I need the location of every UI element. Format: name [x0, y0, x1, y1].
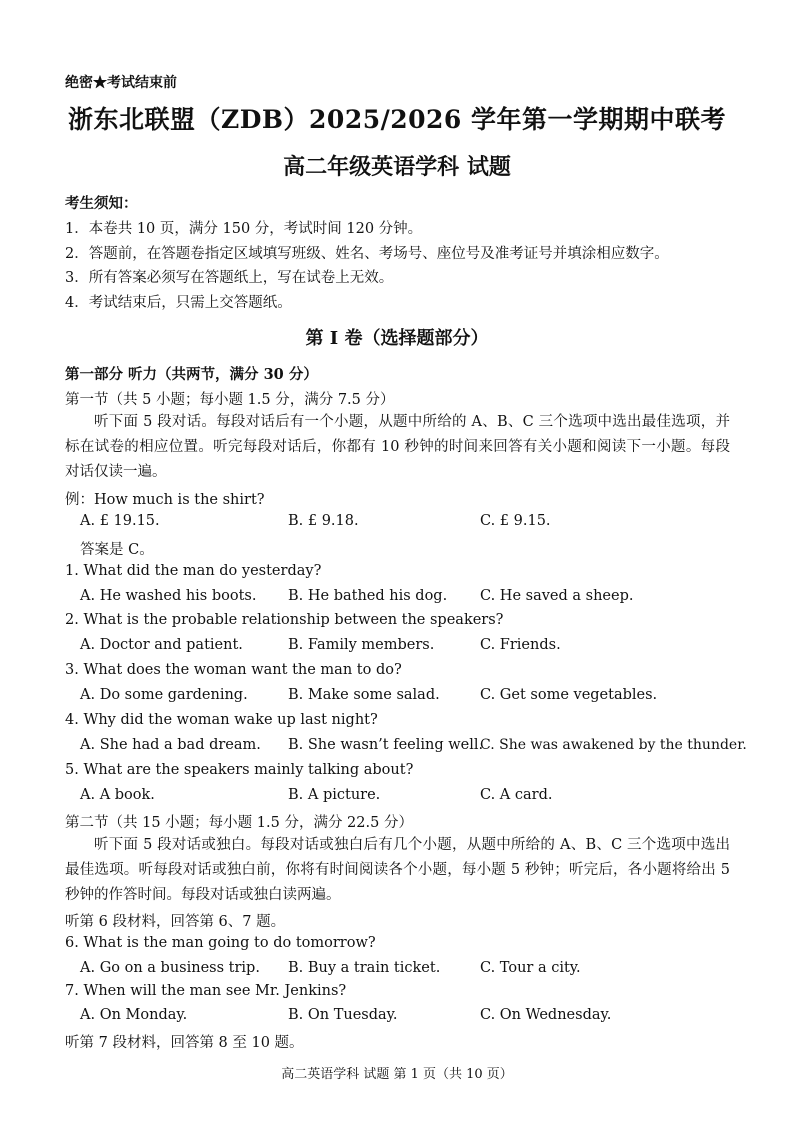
material-7-label: 听第 7 段材料，回答第 8 至 10 题。: [65, 1035, 304, 1051]
notice-item: 3．所有答案必须写在答题纸上，写在试卷上无效。: [65, 270, 394, 286]
section2-instructions: 听下面 5 段对话或独白。每段对话或独白后有几个小题，从题中所给的 A、B、C 三个选项中选出最佳选项。听每段对话或独白前，你将有时间阅读各个小题，每小题 5 秒钟；听完后，各小题将给出 5 秒钟的作答时间。每段对话或独白读两遍。: [65, 837, 730, 903]
notice-item: 1．本卷共 10 页，满分 150 分，考试时间 120 分钟。: [65, 221, 423, 237]
example-answer: 答案是 C。: [80, 542, 154, 558]
exam-title: 浙东北联盟（ZDB）2025/2026 学年第一学期期中联考: [67, 105, 727, 134]
example-option-c: C. £ 9.15.: [480, 513, 551, 529]
example-option-b: B. £ 9.18.: [288, 513, 359, 529]
question-7: 7. When will the man see Mr. Jenkins?: [65, 983, 347, 999]
example-question: 例：How much is the shirt?: [65, 492, 265, 508]
question-7-option-c: C. On Wednesday.: [480, 1007, 612, 1023]
volume-title: 第 I 卷（选择题部分）: [305, 328, 489, 349]
question-2: 2. What is the probable relationship between the speakers?: [65, 612, 504, 628]
material-6-label: 听第 6 段材料，回答第 6、7 题。: [65, 914, 286, 930]
question-6-option-c: C. Tour a city.: [480, 960, 581, 976]
question-3-option-a: A. Do some gardening.: [80, 687, 248, 703]
question-4-option-b: B. She wasn’t feeling well.: [288, 737, 484, 753]
question-5: 5. What are the speakers mainly talking about?: [65, 762, 414, 778]
question-3: 3. What does the woman want the man to do?: [65, 662, 402, 678]
question-4-option-c: C. She was awakened by the thunder.: [480, 737, 747, 753]
question-6: 6. What is the man going to do tomorrow?: [65, 935, 376, 951]
question-4-option-a: A. She had a bad dream.: [80, 737, 261, 753]
question-1: 1. What did the man do yesterday?: [65, 563, 322, 579]
notice-item: 2．答题前，在答题卷指定区域填写班级、姓名、考场号、座位号及准考证号并填涂相应数字。: [65, 246, 669, 262]
notice-item: 4．考试结束后，只需上交答题纸。: [65, 295, 292, 311]
example-option-a: A. £ 19.15.: [80, 513, 160, 529]
question-3-option-c: C. Get some vegetables.: [480, 687, 658, 703]
section2-heading: 第二节（共 15 小题；每小题 1.5 分，满分 22.5 分）: [65, 815, 413, 831]
question-5-option-a: A. A book.: [80, 787, 155, 803]
question-1-option-c: C. He saved a sheep.: [480, 588, 634, 604]
question-3-option-b: B. Make some salad.: [288, 687, 440, 703]
question-6-option-b: B. Buy a train ticket.: [288, 960, 441, 976]
question-7-option-b: B. On Tuesday.: [288, 1007, 398, 1023]
question-5-option-c: C. A card.: [480, 787, 553, 803]
page-footer: 高二英语学科 试题 第 1 页（共 10 页）: [281, 1067, 513, 1082]
question-2-option-c: C. Friends.: [480, 637, 561, 653]
exam-subtitle: 高二年级英语学科 试题: [283, 154, 511, 180]
section1-heading: 第一节（共 5 小题；每小题 1.5 分，满分 7.5 分）: [65, 392, 395, 408]
question-2-option-b: B. Family members.: [288, 637, 435, 653]
question-7-option-a: A. On Monday.: [80, 1007, 188, 1023]
question-4: 4. Why did the woman wake up last night?: [65, 712, 378, 728]
section1-instructions: 听下面 5 段对话。每段对话后有一个小题，从题中所给的 A、B、C 三个选项中选出最佳选项，并标在试卷的相应位置。听完每段对话后，你都有 10 秒钟的时间来回答有关小题和阅读下一小题。每段对话仅读一遍。: [65, 414, 730, 480]
confidential-label: 绝密★考试结束前: [65, 75, 177, 91]
question-1-option-b: B. He bathed his dog.: [288, 588, 448, 604]
question-1-option-a: A. He washed his boots.: [80, 588, 257, 604]
question-6-option-a: A. Go on a business trip.: [80, 960, 260, 976]
notice-heading: 考生须知：: [65, 195, 138, 212]
question-2-option-a: A. Doctor and patient.: [80, 637, 243, 653]
part1-heading: 第一部分 听力（共两节，满分 30 分）: [65, 366, 318, 383]
question-5-option-b: B. A picture.: [288, 787, 381, 803]
